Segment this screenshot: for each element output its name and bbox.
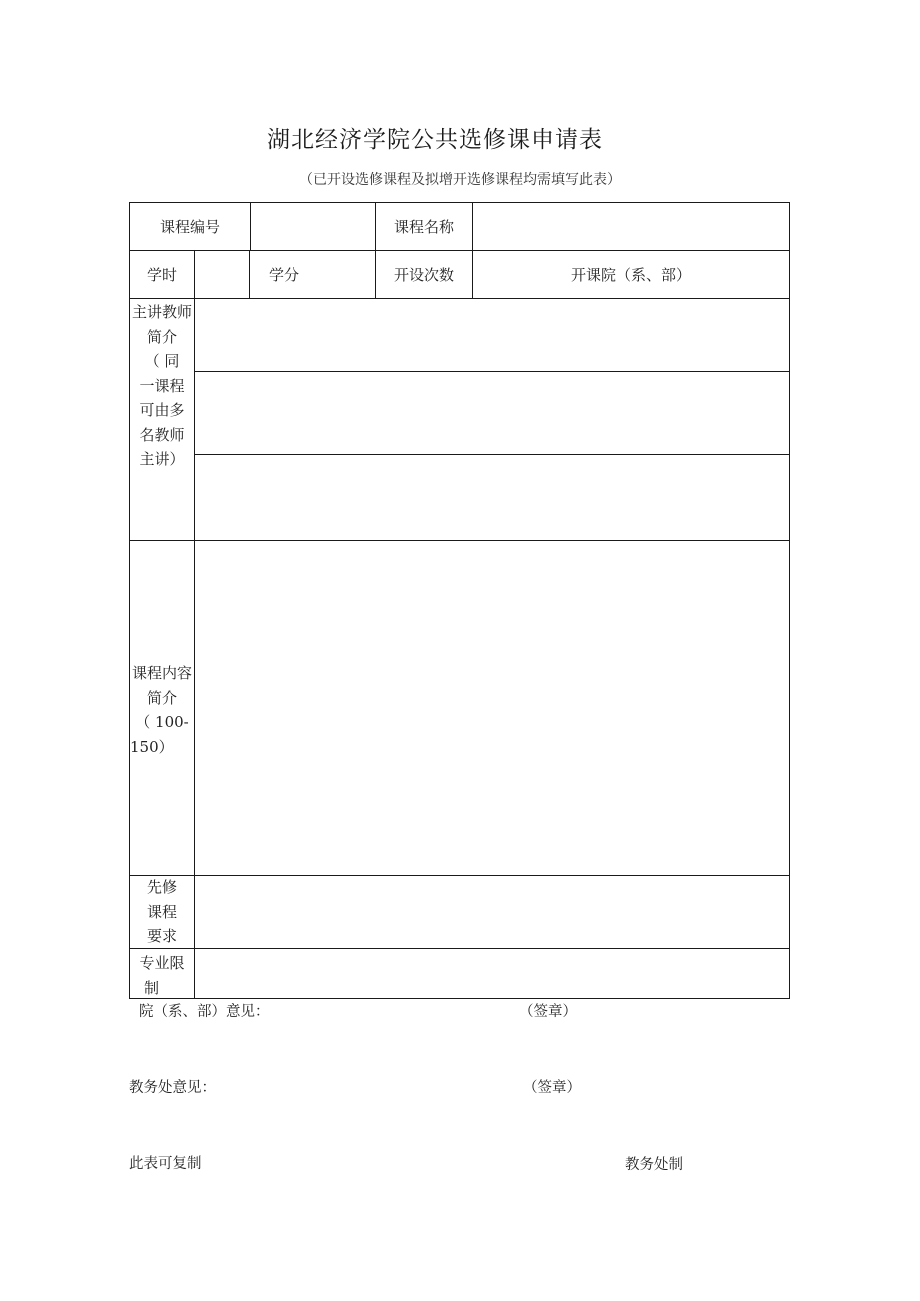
academic-affairs-seal-label: （签章） [523, 1080, 581, 1096]
label-line: （ 100- [135, 713, 189, 731]
label-line: 名教师 [139, 425, 185, 444]
label-line: 一课程 [139, 376, 185, 395]
label-line: 要求 [146, 927, 177, 945]
prerequisite-label [130, 875, 194, 949]
label-line: 主讲教师 [131, 303, 192, 321]
label-line: 简介 [146, 327, 177, 346]
instructor-entry-field[interactable] [195, 299, 789, 371]
table-border-bottom [129, 998, 790, 999]
times-offered-label: 开设次数 [393, 266, 454, 284]
label-line: 主讲） [139, 450, 185, 468]
label-line: （ 同 [144, 352, 180, 370]
hours-label: 学时 [146, 266, 177, 284]
label-line: 可由多 [139, 401, 185, 419]
label-line: 150） [130, 737, 174, 756]
course-code-field[interactable] [251, 203, 375, 250]
course-content-field[interactable] [195, 541, 789, 875]
course-content-label [130, 661, 194, 759]
dept-opinion-label: 院（系、部）意见： [139, 1004, 270, 1020]
issuer-note: 教务处制 [625, 1157, 683, 1173]
course-name-label: 课程名称 [393, 218, 454, 236]
form-title: 湖北经济学院公共选修课申请表 [267, 127, 603, 153]
dept-seal-label: （签章） [519, 1004, 577, 1020]
table-border-right [789, 202, 790, 999]
instructor-entry-field[interactable] [195, 455, 789, 540]
form-subtitle: （已开设选修课程及拟增开选修课程均需填写此表） [299, 172, 621, 188]
major-restriction-field[interactable] [195, 949, 789, 998]
hours-field[interactable] [195, 251, 249, 298]
department-label: 开课院（系、部） [570, 266, 691, 284]
major-restriction-label [130, 951, 194, 1000]
instructor-intro-label [130, 300, 194, 472]
course-code-label: 课程编号 [159, 218, 220, 236]
label-line: 课程 [146, 902, 177, 921]
course-name-field[interactable] [473, 203, 789, 250]
label-line: 简介 [146, 688, 177, 707]
academic-affairs-opinion-label: 教务处意见： [129, 1080, 216, 1096]
instructor-entry-field[interactable] [195, 372, 789, 454]
credits-label: 学分 [268, 266, 299, 284]
label-line: 课程内容 [131, 664, 192, 682]
label-line: 先修 [146, 878, 177, 896]
prerequisite-field[interactable] [195, 876, 789, 948]
label-line: 专业限 [139, 954, 185, 972]
label-line: 制 [144, 978, 160, 997]
copy-note: 此表可复制 [129, 1156, 202, 1172]
